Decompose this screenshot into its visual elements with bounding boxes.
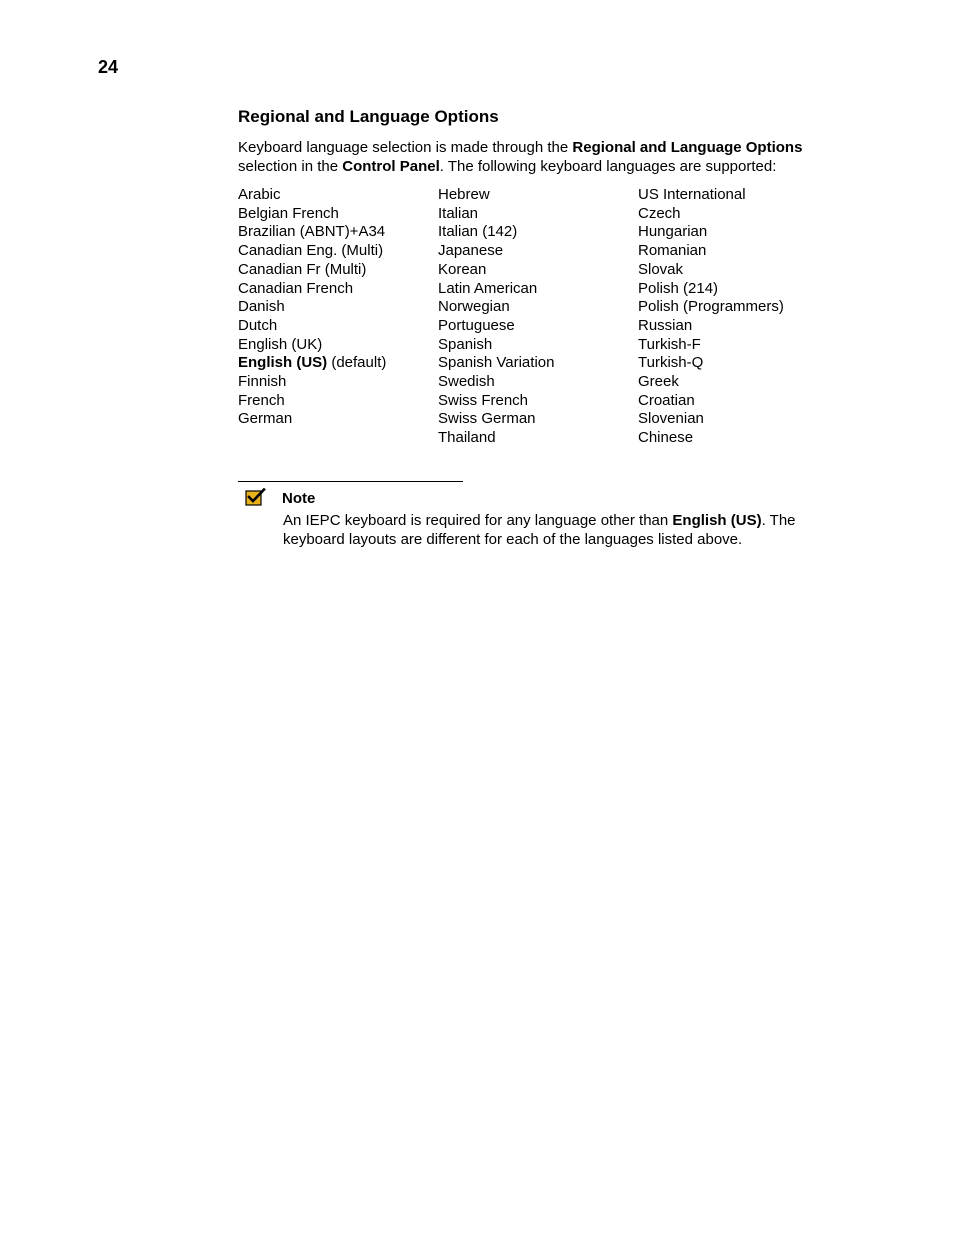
note-text: [283, 511, 828, 549]
language-item: Brazilian (ABNT)+A34: [238, 223, 386, 241]
language-item: Russian: [638, 316, 693, 334]
language-item: Greek: [638, 373, 679, 391]
intro-text: Keyboard language selection is made through the: [238, 139, 573, 156]
note-divider: [238, 481, 463, 482]
language-item: Chinese: [638, 429, 694, 447]
language-item: Canadian Eng. (Multi): [238, 242, 384, 260]
language-item: Spanish Variation: [438, 354, 555, 372]
language-item: Swiss German: [438, 410, 536, 428]
language-item: Thailand: [438, 429, 496, 447]
intro-paragraph: [238, 138, 838, 176]
intro-text: . The following keyboard languages are supported:: [439, 158, 777, 175]
language-item: Japanese: [438, 242, 504, 260]
language-item: Polish (Programmers): [638, 298, 784, 316]
note-text-part: . The keyboard layouts are different for each of the languages listed above.: [283, 512, 796, 548]
language-item: Croatian: [638, 391, 695, 409]
intro-text: selection in the: [238, 158, 343, 175]
language-item: Swedish: [438, 373, 495, 391]
language-item-default: [238, 354, 438, 373]
language-item: Arabic: [238, 186, 281, 203]
note-title: Note: [282, 490, 316, 507]
language-item: Canadian Fr (Multi): [238, 260, 367, 278]
language-column-3: [638, 186, 838, 448]
language-item: Belgian French: [238, 204, 339, 222]
language-item: Dutch: [238, 316, 278, 334]
language-item: German: [238, 410, 293, 428]
note-text-part: An IEPC keyboard is required for any language other than: [283, 512, 673, 529]
language-item: US International: [638, 186, 746, 203]
language-column-1: [238, 186, 438, 448]
language-item: Polish (214): [638, 279, 719, 297]
language-item: Italian (142): [438, 223, 518, 241]
language-item: Spanish: [438, 335, 493, 353]
intro-bold-control-panel: Control Panel: [342, 158, 440, 175]
default-label: (default): [327, 354, 387, 372]
language-item: Slovenian: [638, 410, 704, 428]
language-item: Czech: [638, 204, 681, 222]
default-language-name: English (US): [238, 354, 328, 372]
language-item: French: [238, 391, 285, 409]
language-item: Latin American: [438, 279, 538, 297]
language-item: Finnish: [238, 373, 287, 391]
language-item: Danish: [238, 298, 285, 316]
intro-bold-regional: Regional and Language Options: [572, 139, 803, 156]
language-item: Hungarian: [638, 223, 708, 241]
language-item: Turkish-Q: [638, 354, 704, 372]
language-item: Romanian: [638, 242, 707, 260]
section-content: [238, 106, 838, 448]
note-checkbox-icon: [245, 488, 266, 506]
language-item: Korean: [438, 260, 487, 278]
section-title: Regional and Language Options: [238, 107, 499, 126]
language-item: Canadian French: [238, 279, 354, 297]
language-column-2: [438, 186, 638, 448]
language-item: Portuguese: [438, 316, 515, 334]
language-item: Turkish-F: [638, 335, 701, 353]
page-number: 24: [98, 57, 119, 77]
language-item: English (UK): [238, 335, 323, 353]
language-item: Hebrew: [438, 186, 490, 203]
language-list: [238, 186, 838, 448]
language-item: Norwegian: [438, 298, 510, 316]
note-text-bold: English (US): [672, 512, 762, 529]
language-item: Slovak: [638, 260, 684, 278]
language-item: Italian: [438, 204, 479, 222]
language-item: Swiss French: [438, 391, 529, 409]
